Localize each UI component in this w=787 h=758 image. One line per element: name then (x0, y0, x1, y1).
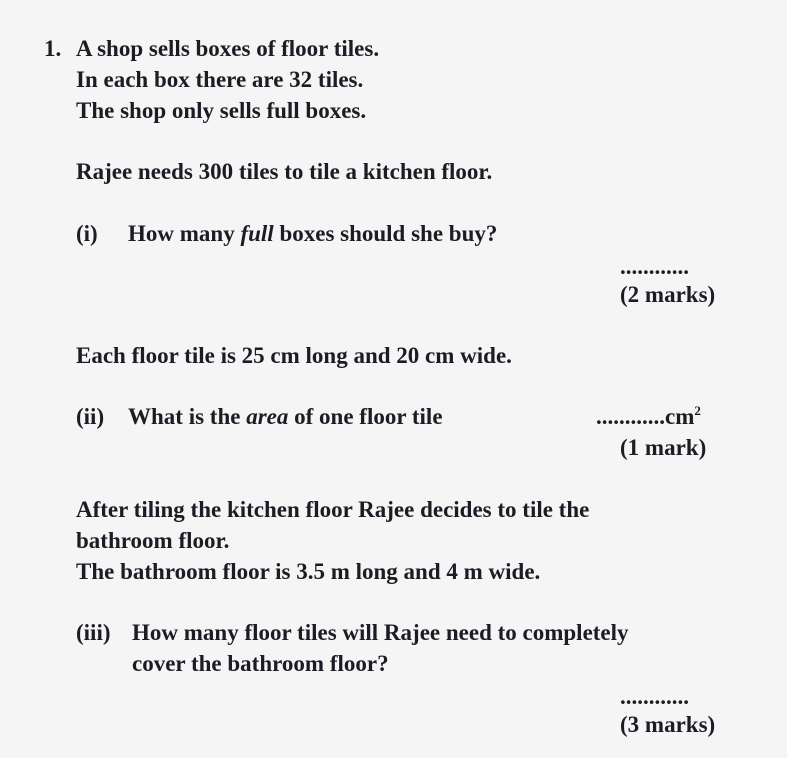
part-iii-line-1: How many floor tiles will Rajee need to completely (132, 620, 629, 645)
part-ii-answer-dots: ............ (596, 404, 665, 429)
question-number: 1. (44, 36, 62, 61)
part-iii-label: (iii) (76, 620, 111, 645)
bathroom-info-line-2: bathroom floor. (76, 528, 230, 553)
part-i-answer-line[interactable]: ............ (620, 254, 689, 279)
part-iii-answer-line[interactable]: ............ (620, 684, 689, 709)
intro-line-2: In each box there are 32 tiles. (76, 67, 364, 92)
part-ii-unit-power: 2 (694, 403, 701, 418)
bathroom-info-line-3: The bathroom floor is 3.5 m long and 4 m wide. (76, 559, 541, 584)
part-iii-marks: (3 marks) (620, 712, 716, 737)
part-ii-emphasis: area (246, 404, 289, 429)
part-i-emphasis: full (240, 221, 274, 246)
tile-info-text: Each floor tile is 25 cm long and 20 cm wide. (76, 343, 512, 368)
part-iii-line-2: cover the bathroom floor? (132, 651, 389, 676)
part-i-label: (i) (76, 221, 98, 246)
bathroom-info-line-1: After tiling the kitchen floor Rajee decides to tile the (76, 497, 590, 522)
part-i-text-before: How many (128, 221, 235, 246)
part-ii-answer-line[interactable] (596, 403, 701, 431)
part-i-marks: (2 marks) (620, 282, 716, 307)
context-text: Rajee needs 300 tiles to tile a kitchen floor. (76, 159, 493, 184)
part-i-question (76, 220, 497, 248)
part-ii-label: (ii) (76, 404, 105, 429)
intro-line-3: The shop only sells full boxes. (76, 98, 367, 123)
part-ii-text-before: What is the (128, 404, 241, 429)
part-i-text-after: boxes should she buy? (279, 221, 498, 246)
intro-line-1: A shop sells boxes of floor tiles. (76, 36, 380, 61)
part-ii-text-after: of one floor tile (294, 404, 443, 429)
part-ii-unit: cm (665, 404, 695, 429)
part-ii-question (76, 403, 443, 431)
part-ii-marks: (1 mark) (620, 435, 707, 460)
